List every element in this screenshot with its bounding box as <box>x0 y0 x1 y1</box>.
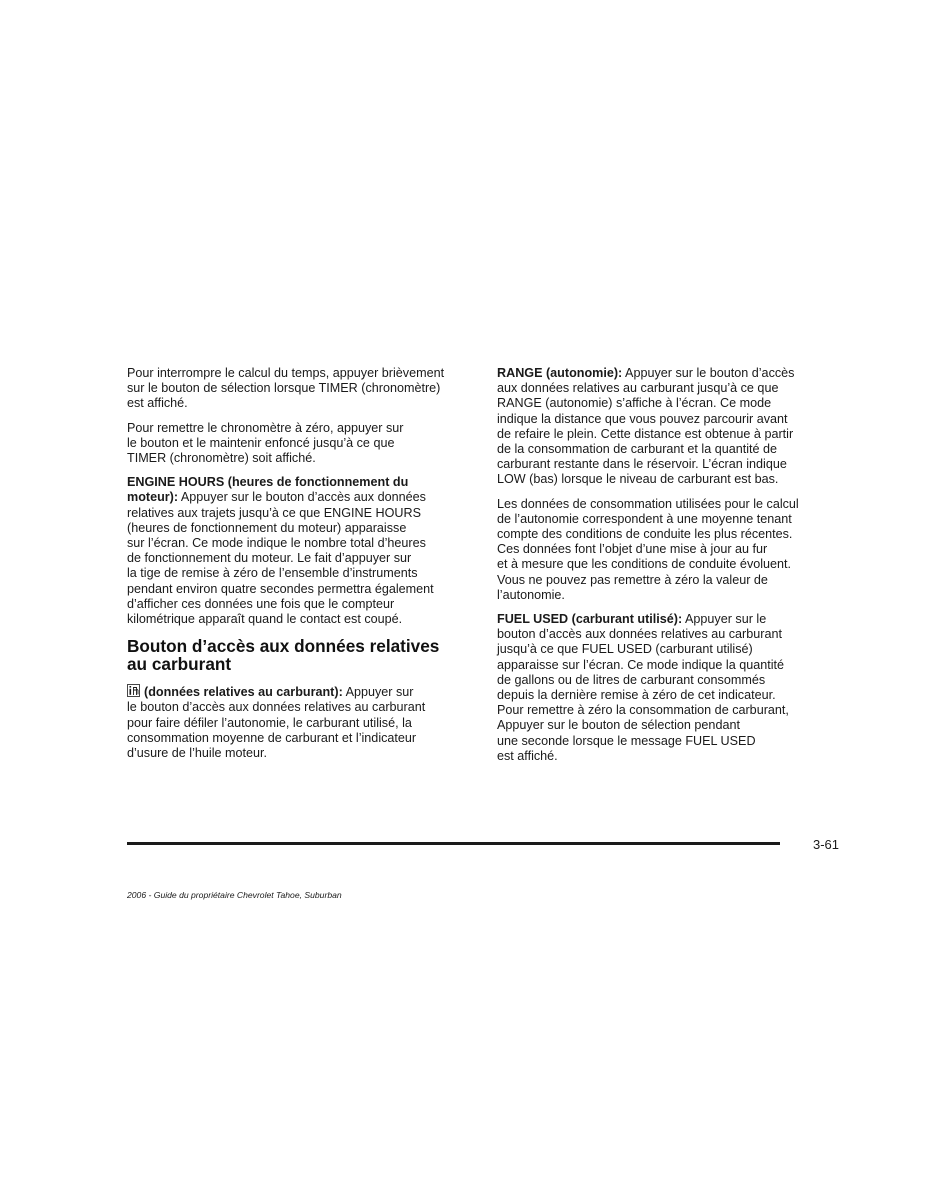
engine-hours-term: ENGINE HOURS (heures de fonctionnement du moteur): <box>127 475 409 505</box>
timer-reset-paragraph: Pour remettre le chronomètre à zéro, appuyer sur le bouton et le maintenir enfoncé jusqu’à ce que TIMER (chronomètre) soit affiché. <box>127 420 404 466</box>
right-column <box>497 366 837 773</box>
range-description: Appuyer sur le bouton d’accès aux données relatives au carburant jusqu’à ce que RANGE (autonomie) s’affiche à l’écran. Ce mode indique la distance que vous pouvez parcourir avant de refaire le plein. Cette distance est obtenue à partir de la consommation de carburant et la quantité de carburant restante dans le réservoir. L’écran indique LOW (bas) lorsque le niveau de carburant est bas. <box>497 366 795 487</box>
consumption-data-paragraph: Les données de consommation utilisées pour le calcul de l’autonomie correspondent à une moyenne tenant compte des conditions de conduite les plus récentes. Ces données font l’objet d’une mise à jour au fur et à mesure que les conditions de conduite évoluent. Vous ne pouvez pas remettre à zéro la valeur de l’autonomie. <box>497 496 799 602</box>
fuel-info-button-heading: Bouton d’accès aux données relatives au carburant <box>127 636 440 675</box>
fuel-info-icon <box>127 684 140 697</box>
timer-stop-paragraph: Pour interrompre le calcul du temps, appuyer brièvement sur le bouton de sélection lorsque TIMER (chronomètre) est affiché. <box>127 366 445 411</box>
fuel-info-paragraph <box>127 684 477 761</box>
range-term: RANGE (autonomie): <box>497 366 623 380</box>
fuel-used-description: Appuyer sur le bouton d’accès aux données relatives au carburant jusqu’à ce que FUEL USED (carburant utilisé) apparaisse sur l’écran. Ce mode indique la quantité de gallons ou de litres de carburant consommés depuis la dernière remise à zéro de cet indicateur. Pour remettre à zéro la consommation de carburant, Appuyer sur le bouton de sélection pendant une seconde lorsque le message FUEL USED est affiché. <box>497 612 789 763</box>
fuel-info-description: Appuyer sur le bouton d’accès aux données relatives au carburant pour faire défiler l’autonomie, le carburant utilisé, la consommation moyenne de carburant et l’indicateur d’usure de l’huile moteur. <box>127 685 426 761</box>
page-number: 3-61 <box>813 837 840 852</box>
left-column <box>127 366 477 770</box>
engine-hours-paragraph <box>127 475 477 627</box>
footer-text: 2006 - Guide du propriétaire Chevrolet Tahoe, Suburban <box>127 890 342 900</box>
fuel-used-paragraph <box>497 612 837 764</box>
engine-hours-description: Appuyer sur le bouton d’accès aux données relatives aux trajets jusqu’à ce que ENGINE HOURS (heures de fonctionnement du moteur) apparaisse sur l’écran. Ce mode indique le nombre total d’heures de fonctionnement du moteur. Le fait d’appuyer sur la tige de remise à zéro de l’ensemble d’instruments pendant environ quatre secondes permettra également d’afficher ces données une fois que le compteur kilométrique apparaît quand le contact est coupé. <box>127 490 434 627</box>
fuel-used-term: FUEL USED (carburant utilisé): <box>497 612 683 627</box>
fuel-info-term: (données relatives au carburant): <box>144 685 343 700</box>
range-paragraph <box>497 366 837 488</box>
footer-divider <box>127 842 780 845</box>
